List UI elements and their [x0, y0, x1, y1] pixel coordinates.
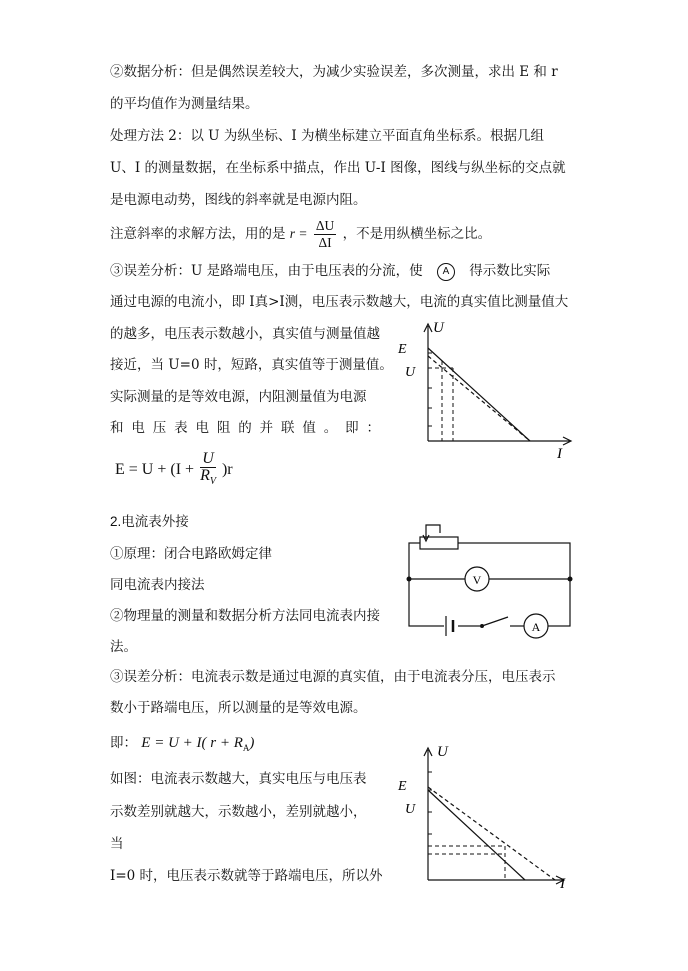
formula-prefix: 即：	[110, 735, 137, 751]
text-line: I=0 时，电压表示数就等于路端电压，所以外	[110, 868, 383, 884]
formula-body: E = U + I( $r + R_A$)	[141, 735, 255, 753]
text-line: U、I 的测量数据，在坐标系中描点，作出 U-I 图像，图线与纵坐标的交点就	[110, 160, 566, 176]
slope-note	[110, 216, 491, 252]
text-line: 如图：电流表示数越大，真实电压与电压表	[110, 771, 367, 787]
text-line: 接近，当 U=0 时，短路，真实值等于测量值。	[110, 357, 393, 373]
error-analysis-line1	[110, 262, 550, 281]
graph1-true-line	[428, 348, 530, 441]
junction-dot	[568, 577, 573, 582]
graph2-y-label: U	[437, 744, 448, 760]
graph1-u-label: U	[405, 365, 416, 380]
text-line: 处理方法 2：以 U 为纵坐标、I 为横坐标建立平面直角坐标系。根据几组	[110, 128, 544, 144]
graph1-y-label: U	[433, 320, 444, 336]
formula-numerator: U	[200, 451, 216, 468]
junction-dot	[407, 577, 412, 582]
text-line: 当	[110, 836, 124, 852]
text-line: 数小于路端电压，所以测量的是等效电源。	[110, 700, 367, 716]
voltmeter-label: V	[472, 573, 482, 587]
ui-graph-2	[395, 742, 595, 892]
text-line: 实际测量的是等效电源，内阻测量值为电源	[110, 389, 367, 405]
error-text-b: 得示数比实际	[469, 263, 551, 279]
ammeter-icon: A	[437, 263, 455, 281]
text-line: 的越多，电压表示数越小，真实值与测量值越	[110, 326, 380, 342]
error-text-a: ③误差分析：U 是路端电压，由于电压表的分流，使	[110, 263, 423, 279]
formula-e-ammeter	[110, 734, 254, 757]
slope-numerator: ΔU	[315, 218, 335, 233]
text-line: ③误差分析：电流表示数是通过电源的真实值，由于电流表分压，电压表示	[110, 669, 556, 685]
slope-fraction	[314, 218, 336, 251]
graph2-true-line	[428, 787, 555, 880]
formula-fraction	[200, 451, 216, 490]
formula-e-voltmeter	[115, 450, 233, 490]
graph2-measured-line	[428, 790, 525, 880]
slope-denominator: ΔI	[318, 235, 332, 250]
text-line: ②数据分析：但是偶然误差较大，为减少实验误差，多次测量，求出 E 和 r	[110, 64, 558, 80]
text-line: 和电压表电阻的并联值。即：	[110, 420, 380, 436]
formula-lhs: E = U + (I +	[115, 461, 195, 478]
circuit-wires	[409, 543, 570, 626]
ammeter-label: A	[531, 620, 541, 634]
graph1-ticks	[428, 353, 432, 426]
text-line: 示数差别就越大，示数越小，差别就越小，	[110, 804, 367, 820]
formula-denominator: $R_V$	[200, 466, 216, 487]
graph2-u-label: U	[405, 802, 416, 817]
slope-suffix: ，不是用纵横坐标之比。	[342, 226, 492, 242]
text-line: 的平均值作为测量结果。	[110, 96, 259, 112]
ui-graph-1	[395, 318, 595, 462]
slope-r: r =	[289, 226, 308, 241]
text-line: 是电源电动势，图线的斜率就是电源内阻。	[110, 192, 367, 208]
text-line: 法。	[110, 639, 137, 655]
slope-prefix: 注意斜率的求解方法，用的是	[110, 226, 286, 242]
graph2-ticks	[428, 772, 432, 854]
text-line: ②物理量的测量和数据分析方法同电流表内接	[110, 608, 380, 624]
graph1-measured-line	[428, 356, 530, 441]
section-heading: 2.电流表外接	[110, 514, 189, 529]
graph2-x-label: I	[560, 876, 565, 892]
circuit-diagram	[400, 517, 580, 642]
graph2-e-label: E	[398, 779, 407, 794]
formula-rhs: )r	[221, 461, 233, 478]
text-line: 通过电源的电流小，即 I真>I测，电压表示数越大，电流的真实值比测量值大	[110, 294, 569, 310]
text-line: 同电流表内接法	[110, 577, 205, 593]
graph1-x-label: I	[557, 446, 562, 462]
graph1-e-label: E	[398, 342, 407, 357]
text-line: ①原理：闭合电路欧姆定律	[110, 546, 272, 562]
